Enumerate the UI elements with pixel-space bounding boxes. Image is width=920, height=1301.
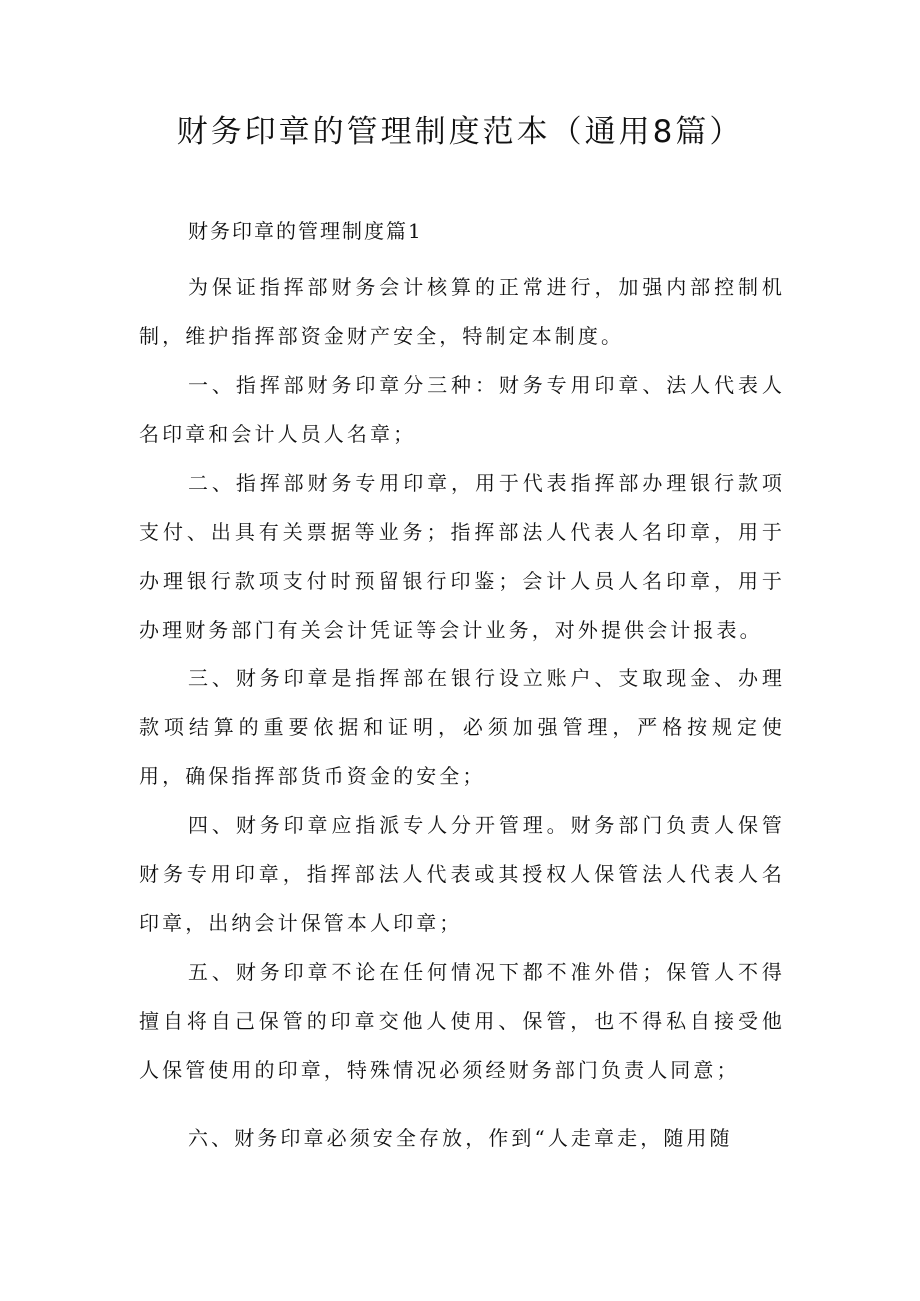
paragraph-item-3: 三、财务印章是指挥部在银行设立账户、支取现金、办理款项结算的重要依据和证明，必须加强管理，严格按规定使用，确保指挥部货币资金的安全； — [139, 666, 785, 788]
paragraph-item-4: 四、财务印章应指派专人分开管理。财务部门负责人保管财务专用印章，指挥部法人代表或其授权人保管法人代表人名印章，出纳会计保管本人印章； — [139, 813, 785, 935]
paragraph-item-2: 二、指挥部财务专用印章，用于代表指挥部办理银行款项支付、出具有关票据等业务；指挥部法人代表人名印章，用于办理银行款项支付时预留银行印鉴；会计人员人名印章，用于办理财务部门有关会计凭证等会计业务，对外提供会计报表。 — [139, 471, 785, 642]
document-title: 财务印章的管理制度范本（通用8篇） — [176, 114, 744, 150]
paragraph-item-6: 六、财务印章必须安全存放，作到“人走章走，随用随 — [188, 1126, 733, 1150]
section-heading: 财务印章的管理制度篇1 — [188, 219, 423, 243]
paragraph-item-1: 一、指挥部财务印章分三种：财务专用印章、法人代表人名印章和会计人员人名章； — [139, 373, 785, 446]
paragraph-intro: 为保证指挥部财务会计核算的正常进行，加强内部控制机制，维护指挥部资金财产安全，特制定本制度。 — [139, 275, 785, 348]
paragraph-item-5: 五、财务印章不论在任何情况下都不准外借；保管人不得擅自将自己保管的印章交他人使用、保管，也不得私自接受他人保管使用的印章，特殊情况必须经财务部门负责人同意； — [139, 960, 785, 1082]
